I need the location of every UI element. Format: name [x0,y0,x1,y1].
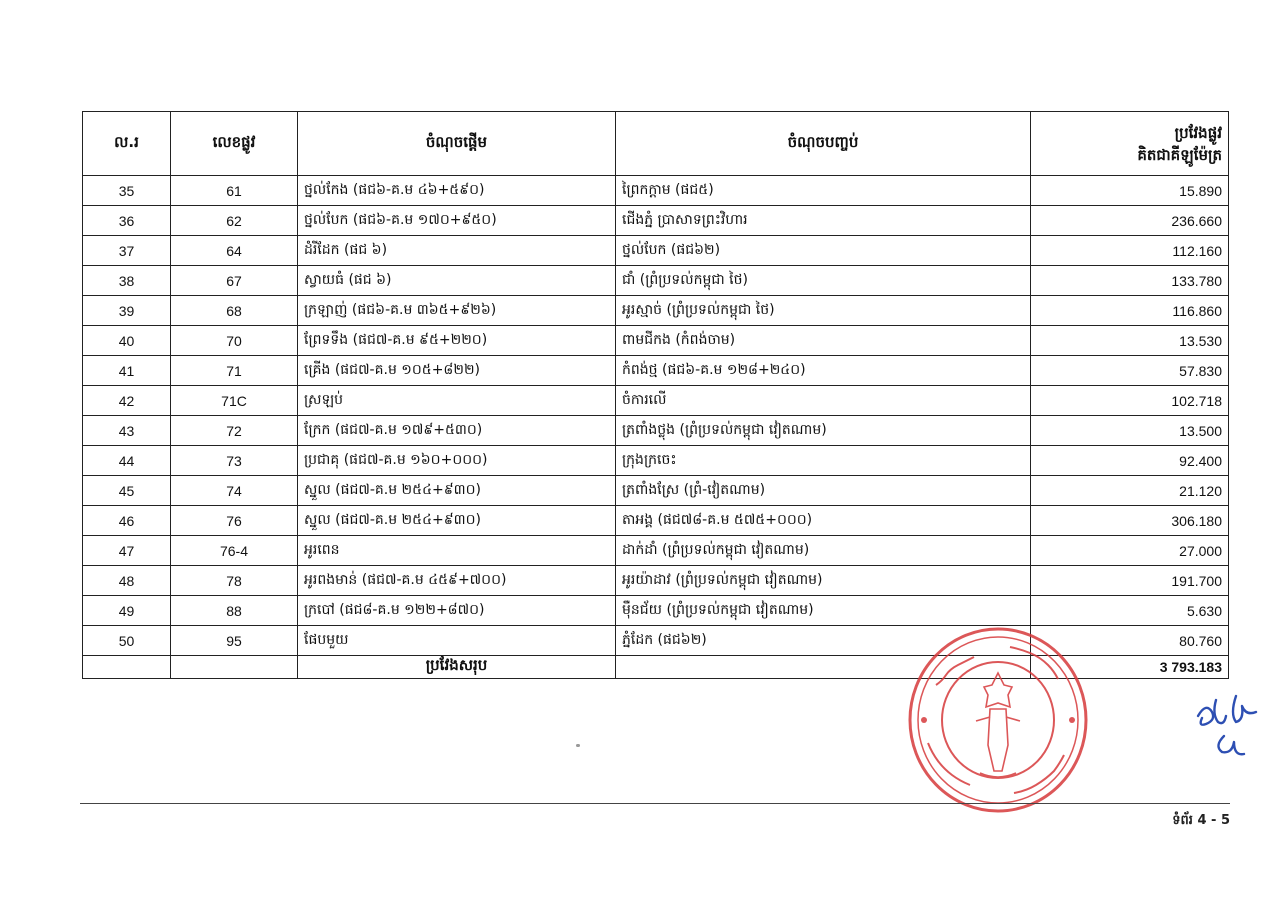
row-length-cell: 236.660 [1031,206,1229,236]
row-start-point-cell: ព្រែទទឹង (ផជ៧-គ.ម ៩៥+២២០) [298,326,616,356]
road-table [82,111,1229,679]
table-row [83,206,1229,236]
row-length-cell: 21.120 [1031,476,1229,506]
row-no-cell: 47 [83,536,171,566]
row-start-point-cell: គ្រើង (ផជ៧-គ.ម ១០៥+៨២២) [298,356,616,386]
row-no-cell: 48 [83,566,171,596]
row-end-point-cell: ជាំ (ព្រំប្រទល់កម្ពុជា ថៃ) [616,266,1031,296]
row-end-point-cell: ពាមជីកង (កំពង់ចាម) [616,326,1031,356]
total-empty-cell [83,656,171,679]
row-start-point-cell: ស្វាយធំ (ផជ ៦) [298,266,616,296]
row-start-point-cell: ថ្នល់កែង (ផជ៦-គ.ម ៤៦+៥៩០) [298,176,616,206]
header-end-point: ចំណុចបញ្ចប់ [616,112,1031,176]
total-value: 3 793.183 [1031,656,1229,679]
table-row [83,326,1229,356]
footer-divider [80,803,1230,804]
row-no-cell: 46 [83,506,171,536]
row-road-number-cell: 67 [171,266,298,296]
row-length-cell: 112.160 [1031,236,1229,266]
handwritten-signature [1190,690,1270,764]
row-end-point-cell: តាអង្គ (ផជ៧៨-គ.ម ៥៧៥+០០០) [616,506,1031,536]
row-start-point-cell: អូរពងមាន់ (ផជ៧-គ.ម ៤៥៩+៧០០) [298,566,616,596]
table-row [83,236,1229,266]
row-end-point-cell: ភ្នំដែក (ផជ៦២) [616,626,1031,656]
row-road-number-cell: 64 [171,236,298,266]
header-no: ល.រ [83,112,171,176]
total-label: ប្រវែងសរុប [298,656,616,679]
row-road-number-cell: 95 [171,626,298,656]
row-start-point-cell: ក្រែក (ផជ៧-គ.ម ១៧៩+៥៣០) [298,416,616,446]
row-road-number-cell: 78 [171,566,298,596]
row-road-number-cell: 74 [171,476,298,506]
table-row [83,476,1229,506]
row-no-cell: 39 [83,296,171,326]
row-no-cell: 49 [83,596,171,626]
row-start-point-cell: ស្រឡប់ [298,386,616,416]
row-length-cell: 57.830 [1031,356,1229,386]
row-length-cell: 133.780 [1031,266,1229,296]
row-start-point-cell: ក្រឡាញ់ (ផជ៦-គ.ម ៣៦៥+៩២៦) [298,296,616,326]
row-road-number-cell: 76-4 [171,536,298,566]
row-road-number-cell: 71C [171,386,298,416]
row-length-cell: 13.500 [1031,416,1229,446]
table-body [83,176,1229,656]
row-no-cell: 38 [83,266,171,296]
row-end-point-cell: ដាក់ដាំ (ព្រំប្រទល់កម្ពុជា វៀតណាម) [616,536,1031,566]
header-length-line2: គិតជាគីឡូម៉ែត្រ [1137,145,1222,164]
row-end-point-cell: ក្រុងក្រចេះ [616,446,1031,476]
row-length-cell: 116.860 [1031,296,1229,326]
row-length-cell: 5.630 [1031,596,1229,626]
table-row [83,296,1229,326]
header-length-line1: ប្រវែងផ្លូវ [1174,123,1222,142]
row-length-cell: 13.530 [1031,326,1229,356]
row-end-point-cell: ថ្នល់បែក (ផជ៦២) [616,236,1031,266]
scan-speck [576,744,580,747]
total-empty-cell [171,656,298,679]
row-end-point-cell: កំពង់ថ្ម (ផជ៦-គ.ម ១២៨+២៤០) [616,356,1031,386]
table-row [83,596,1229,626]
row-start-point-cell: ស្នួល (ផជ៧-គ.ម ២៥៤+៩៣០) [298,506,616,536]
page-number: ទំព័រ 4 - 5 [1172,813,1230,828]
row-end-point-cell: ម៉ឺនជ័យ (ព្រំប្រទល់កម្ពុជា វៀតណាម) [616,596,1031,626]
table-row [83,506,1229,536]
row-length-cell: 92.400 [1031,446,1229,476]
row-end-point-cell: អូរយ៉ាដាវ (ព្រំប្រទល់កម្ពុជា វៀតណាម) [616,566,1031,596]
row-no-cell: 42 [83,386,171,416]
row-road-number-cell: 71 [171,356,298,386]
row-road-number-cell: 70 [171,326,298,356]
row-no-cell: 44 [83,446,171,476]
row-road-number-cell: 61 [171,176,298,206]
row-road-number-cell: 88 [171,596,298,626]
table-row [83,536,1229,566]
row-start-point-cell: ថ្នល់បែក (ផជ៦-គ.ម ១៧០+៩៥០) [298,206,616,236]
row-length-cell: 15.890 [1031,176,1229,206]
row-no-cell: 35 [83,176,171,206]
row-end-point-cell: ត្រពាំងស្រែ (ព្រំ-វៀតណាម) [616,476,1031,506]
table-row [83,356,1229,386]
header-length [1031,112,1229,176]
row-no-cell: 41 [83,356,171,386]
header-start-point: ចំណុចផ្ដើម [298,112,616,176]
table-row [83,386,1229,416]
row-start-point-cell: អូរពេន [298,536,616,566]
row-no-cell: 40 [83,326,171,356]
row-road-number-cell: 72 [171,416,298,446]
row-no-cell: 50 [83,626,171,656]
table-row [83,176,1229,206]
header-road-number: លេខផ្លូវ [171,112,298,176]
official-seal-stamp [906,625,1090,815]
row-no-cell: 43 [83,416,171,446]
row-road-number-cell: 73 [171,446,298,476]
row-length-cell: 80.760 [1031,626,1229,656]
row-end-point-cell: អូរស្មាច់ (ព្រំប្រទល់កម្ពុជា ថៃ) [616,296,1031,326]
row-start-point-cell: ប្រជាគុ (ផជ៧-គ.ម ១៦០+០០០) [298,446,616,476]
row-length-cell: 27.000 [1031,536,1229,566]
row-start-point-cell: ផែបមួយ [298,626,616,656]
row-length-cell: 306.180 [1031,506,1229,536]
row-start-point-cell: ស្នួល (ផជ៧-គ.ម ២៥៤+៩៣០) [298,476,616,506]
row-no-cell: 36 [83,206,171,236]
table-row [83,446,1229,476]
row-end-point-cell: ជើងភ្នំ ប្រាសាទព្រះវិហារ [616,206,1031,236]
row-start-point-cell: ដំរីដែក (ផជ ៦) [298,236,616,266]
table-row [83,266,1229,296]
row-end-point-cell: ចំការលើ [616,386,1031,416]
row-end-point-cell: ត្រពាំងថ្លុង (ព្រំប្រទល់កម្ពុជា វៀតណាម) [616,416,1031,446]
row-road-number-cell: 68 [171,296,298,326]
row-no-cell: 37 [83,236,171,266]
row-end-point-cell: ព្រៃកក្ដាម (ផជ៥) [616,176,1031,206]
table-row [83,416,1229,446]
row-length-cell: 102.718 [1031,386,1229,416]
row-road-number-cell: 62 [171,206,298,236]
table-header-row [83,112,1229,176]
row-road-number-cell: 76 [171,506,298,536]
row-length-cell: 191.700 [1031,566,1229,596]
row-no-cell: 45 [83,476,171,506]
table-row [83,566,1229,596]
row-start-point-cell: ក្របៅ (ផជ៨-គ.ម ១២២+៨៧០) [298,596,616,626]
